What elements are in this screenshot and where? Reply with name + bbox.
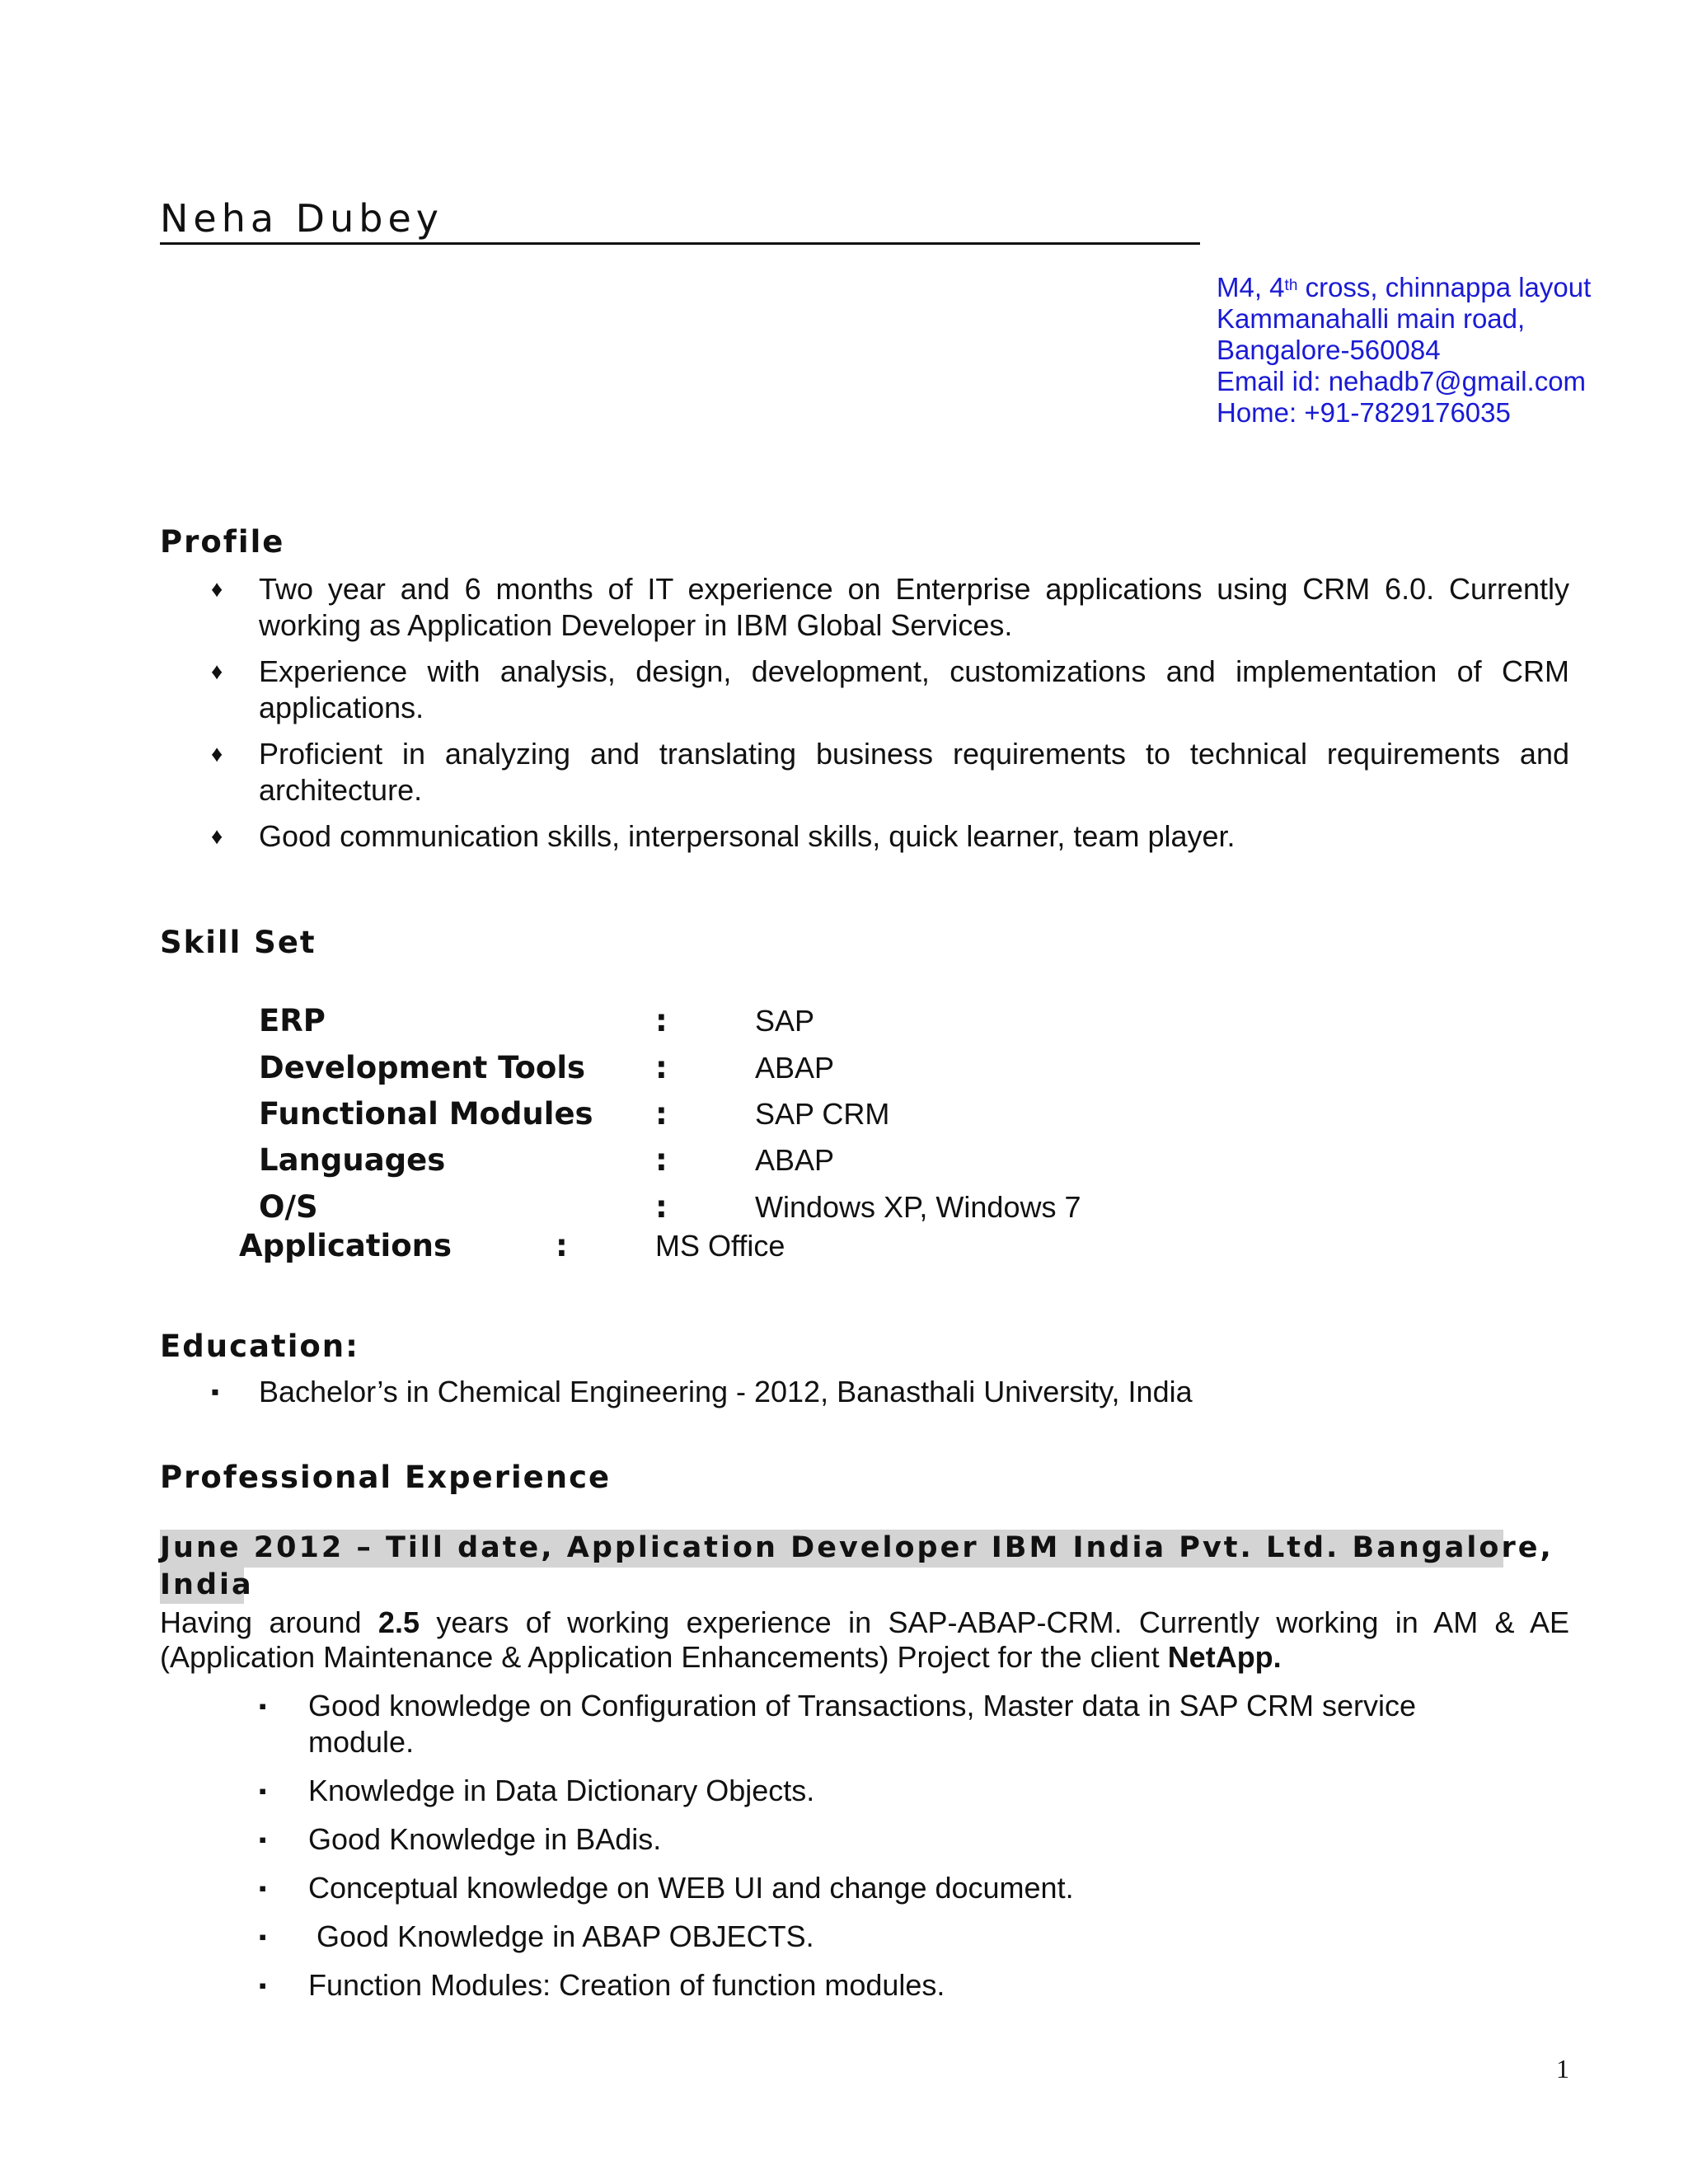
square-bullet-icon: ▪ bbox=[259, 1924, 267, 1949]
education-list bbox=[160, 1374, 1569, 1420]
diamond-bullet-icon: ♦ bbox=[211, 741, 223, 766]
square-bullet-icon: ▪ bbox=[259, 1876, 267, 1900]
experience-item: ▪ Good knowledge on Configuration of Transactions, Master data in SAP CRM service module. bbox=[259, 1689, 1417, 1759]
diamond-bullet-icon: ♦ bbox=[211, 823, 223, 849]
skill-label-applications: Applications bbox=[239, 1228, 452, 1263]
experience-item: ▪ Good Knowledge in BAdis. bbox=[259, 1822, 662, 1856]
skill-separator: : bbox=[655, 1142, 668, 1178]
education-item: ▪ Bachelor’s in Chemical Engineering - 2012, Banasthali University, India bbox=[211, 1375, 1193, 1408]
experience-heading: Professional Experience bbox=[160, 1460, 612, 1495]
experience-summary: Having around 2.5 years of working experience in SAP-ABAP-CRM. Currently working in AM & AE (Application Maintenance & Application Enhancements) Project for the client NetApp. bbox=[160, 1605, 1569, 1674]
diamond-bullet-icon: ♦ bbox=[211, 576, 223, 602]
skill-value-os: Windows XP, Windows 7 bbox=[755, 1190, 1081, 1224]
skill-separator: : bbox=[655, 1050, 668, 1085]
skill-label-functional-modules: Functional Modules bbox=[259, 1096, 593, 1132]
skill-value-languages: ABAP bbox=[755, 1143, 835, 1177]
skill-label-dev-tools: Development Tools bbox=[259, 1050, 586, 1085]
square-bullet-icon: ▪ bbox=[259, 1827, 267, 1852]
skills-heading: Skill Set bbox=[160, 925, 316, 960]
profile-item: ♦ Experience with analysis, design, development, customizations and implementation of CRM applications. bbox=[211, 654, 1569, 724]
profile-list bbox=[160, 571, 1569, 865]
job-title-line-1: June 2012 – Till date, Application Developer IBM India Pvt. Ltd. Bangalore, bbox=[160, 1531, 1554, 1564]
skill-separator: : bbox=[655, 1189, 668, 1225]
address-line-2: Kammanahalli main road, bbox=[1217, 303, 1526, 334]
skill-separator: : bbox=[556, 1228, 568, 1263]
experience-list bbox=[160, 1688, 1569, 2016]
job-title-line-2: India bbox=[160, 1568, 254, 1601]
address-line-3: Bangalore-560084 bbox=[1217, 335, 1441, 365]
square-bullet-icon: ▪ bbox=[259, 1973, 267, 1998]
experience-item: ▪ Conceptual knowledge on WEB UI and change document. bbox=[259, 1871, 1074, 1905]
candidate-name: Neha Dubey bbox=[160, 196, 443, 241]
profile-item: ♦ Two year and 6 months of IT experience on Enterprise applications using CRM 6.0. Currently working as Application Developer in IBM Global Services. bbox=[211, 572, 1569, 642]
name-underline bbox=[160, 242, 1200, 245]
skill-label-os: O/S bbox=[259, 1189, 318, 1225]
education-heading: Education: bbox=[160, 1329, 359, 1364]
square-bullet-icon: ▪ bbox=[259, 1694, 267, 1718]
skill-separator: : bbox=[655, 1096, 668, 1132]
phone-line: Home: +91-7829176035 bbox=[1217, 397, 1511, 428]
skill-label-languages: Languages bbox=[259, 1142, 446, 1178]
profile-item: ♦ Good communication skills, interpersonal skills, quick learner, team player. bbox=[211, 819, 1236, 853]
diamond-bullet-icon: ♦ bbox=[211, 658, 223, 684]
square-bullet-icon: ▪ bbox=[259, 1779, 267, 1803]
skill-value-applications: MS Office bbox=[655, 1229, 785, 1263]
experience-item: ▪ Knowledge in Data Dictionary Objects. bbox=[259, 1774, 815, 1807]
skill-value-functional-modules: SAP CRM bbox=[755, 1097, 890, 1131]
email-line: Email id: nehadb7@gmail.com bbox=[1217, 366, 1587, 396]
experience-item: ▪ Good Knowledge in ABAP OBJECTS. bbox=[259, 1919, 814, 1953]
skill-value-erp: SAP bbox=[755, 1004, 815, 1038]
page-number: 1 bbox=[1556, 2054, 1569, 2083]
square-bullet-icon: ▪ bbox=[211, 1379, 219, 1404]
profile-heading: Profile bbox=[160, 524, 285, 560]
skill-label-erp: ERP bbox=[259, 1003, 326, 1038]
profile-item: ♦ Proficient in analyzing and translating business requirements to technical requirements and architecture. bbox=[211, 737, 1569, 807]
contact-block bbox=[1217, 272, 1591, 429]
address-line-1: M4, 4th cross, chinnappa layout bbox=[1217, 272, 1592, 302]
experience-item: ▪ Function Modules: Creation of function modules. bbox=[259, 1968, 945, 2002]
skill-value-dev-tools: ABAP bbox=[755, 1051, 835, 1085]
skill-separator: : bbox=[655, 1003, 668, 1038]
